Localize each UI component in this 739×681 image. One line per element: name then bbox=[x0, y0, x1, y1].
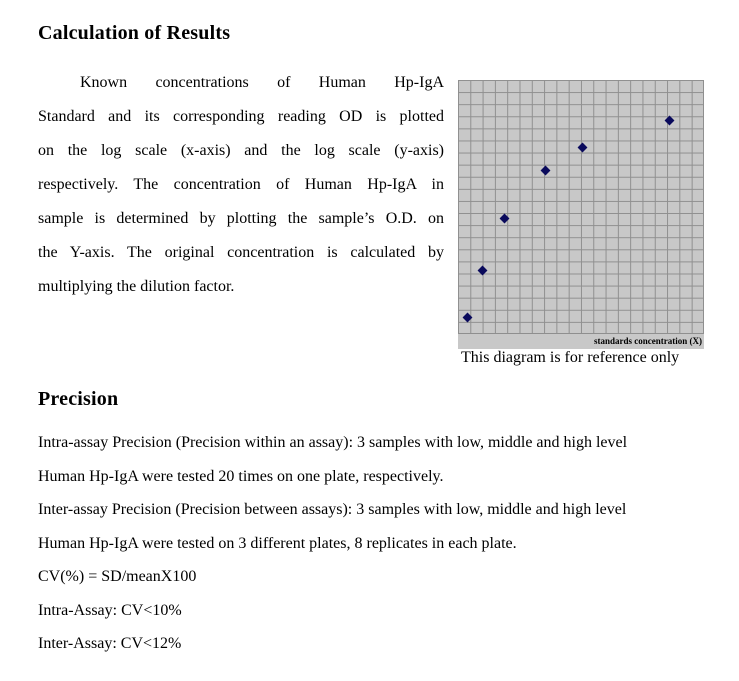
chart-plot-area bbox=[458, 80, 704, 334]
precision-line: Inter-assay Precision (Precision between assays): 3 samples with low, middle and high level bbox=[38, 501, 627, 518]
precision-line: Intra-assay Precision (Precision within an assay): 3 samples with low, middle and high level bbox=[38, 434, 628, 451]
x-axis-label: standards concentration (X) bbox=[594, 336, 702, 346]
data-point bbox=[478, 265, 488, 275]
data-point bbox=[577, 143, 587, 153]
data-point bbox=[665, 115, 675, 125]
calculation-paragraph bbox=[38, 66, 444, 304]
precision-line: Intra-Assay: CV<10% bbox=[38, 601, 182, 619]
precision-line: Human Hp-IgA were tested 20 times on one plate, respectively. bbox=[38, 467, 444, 485]
precision-line: Inter-Assay: CV<12% bbox=[38, 635, 182, 652]
data-point bbox=[500, 213, 510, 223]
precision-paragraph bbox=[38, 426, 722, 661]
chart-x-axis-strip bbox=[458, 334, 704, 349]
data-point bbox=[540, 166, 550, 176]
paragraph-line: sample is determined by plotting the sample’s O.D. on bbox=[38, 210, 444, 227]
standard-curve-chart bbox=[458, 80, 704, 349]
paragraph-line: multiplying the dilution factor. bbox=[38, 278, 235, 295]
paragraph-line: Known concentrations of Human Hp-IgA bbox=[80, 74, 444, 91]
section-heading-calculation-of-results: Calculation of Results bbox=[38, 22, 231, 44]
paragraph-line: on the log scale (x-axis) and the log scale (y-axis) bbox=[38, 142, 444, 159]
precision-line: Human Hp-IgA were tested on 3 different plates, 8 replicates in each plate. bbox=[38, 534, 517, 552]
paragraph-line: respectively. The concentration of Human Hp-IgA in bbox=[38, 176, 444, 193]
paragraph-line: Standard and its corresponding reading OD is plotted bbox=[38, 108, 444, 125]
chart-caption: This diagram is for reference only bbox=[461, 349, 680, 366]
paragraph-line: the Y-axis. The original concentration is calculated by bbox=[38, 244, 444, 261]
precision-line: CV(%) = SD/meanX100 bbox=[38, 568, 197, 585]
section-heading-precision: Precision bbox=[38, 388, 119, 410]
data-point bbox=[463, 312, 473, 322]
